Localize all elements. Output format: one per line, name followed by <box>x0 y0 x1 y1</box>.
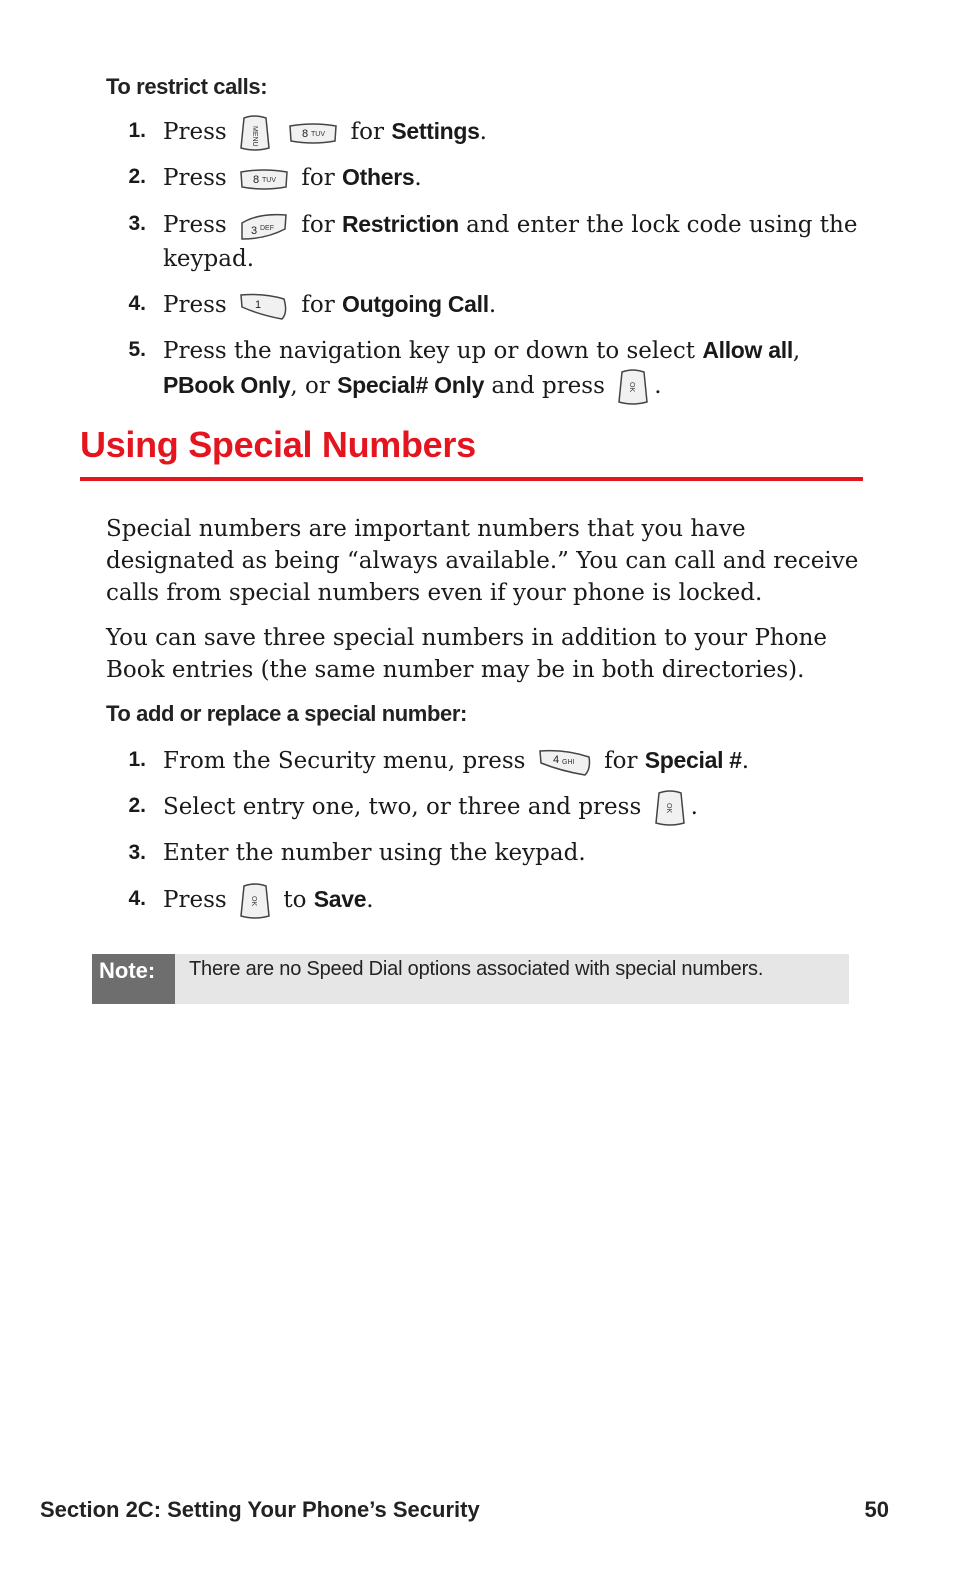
note-box <box>92 954 849 1004</box>
intro-paragraph-1: Special numbers are important numbers that you have designated as being “always available.” You can call and receive calls from special numbers even if your phone is locked. <box>106 516 859 606</box>
step-number: 4. <box>128 292 146 315</box>
step-number: 5. <box>128 338 146 361</box>
svg-text:8: 8 <box>253 174 260 186</box>
step-number: 2. <box>128 794 146 817</box>
step-number: 3. <box>128 841 146 864</box>
ok-key-icon <box>238 882 272 920</box>
menu-key-icon <box>238 114 272 152</box>
note-text: There are no Speed Dial options associated with special numbers. <box>189 958 764 980</box>
svg-text:4: 4 <box>552 754 559 766</box>
svg-text:MENU: MENU <box>251 126 259 147</box>
svg-text:GHI: GHI <box>561 759 575 766</box>
ok-key-icon <box>653 789 687 827</box>
key-8-icon <box>287 121 339 145</box>
step-number: 1. <box>128 119 146 142</box>
step-number: 4. <box>128 887 146 910</box>
svg-text:8: 8 <box>302 128 309 140</box>
step-number: 2. <box>128 165 146 188</box>
add-subheading: To add or replace a special number: <box>106 701 467 726</box>
key-8-icon <box>238 167 290 191</box>
svg-text:OK: OK <box>664 803 672 814</box>
restrict-subheading: To restrict calls: <box>106 74 268 99</box>
footer-section-title: Section 2C: Setting Your Phone’s Security <box>40 1497 480 1522</box>
svg-text:1: 1 <box>255 299 262 311</box>
section-heading: Using Special Numbers <box>80 424 476 465</box>
step-number: 3. <box>128 212 146 235</box>
svg-text:OK: OK <box>250 896 258 907</box>
key-4-icon <box>537 747 593 777</box>
note-label: Note: <box>92 954 175 1004</box>
key-3-icon <box>238 211 290 241</box>
page-number: 50 <box>864 1497 889 1522</box>
svg-text:3: 3 <box>251 225 258 237</box>
svg-text:TUV: TUV <box>262 177 277 184</box>
svg-text:OK: OK <box>628 382 636 393</box>
svg-text:DEF: DEF <box>260 225 275 232</box>
svg-text:TUV: TUV <box>311 131 326 138</box>
intro-paragraph-2: You can save three special numbers in addition to your Phone Book entries (the same number may be in both directories). <box>106 625 828 683</box>
ok-key-icon <box>616 368 650 406</box>
step-number: 1. <box>128 748 146 771</box>
heading-rule <box>80 477 863 481</box>
key-1-icon <box>238 291 290 321</box>
